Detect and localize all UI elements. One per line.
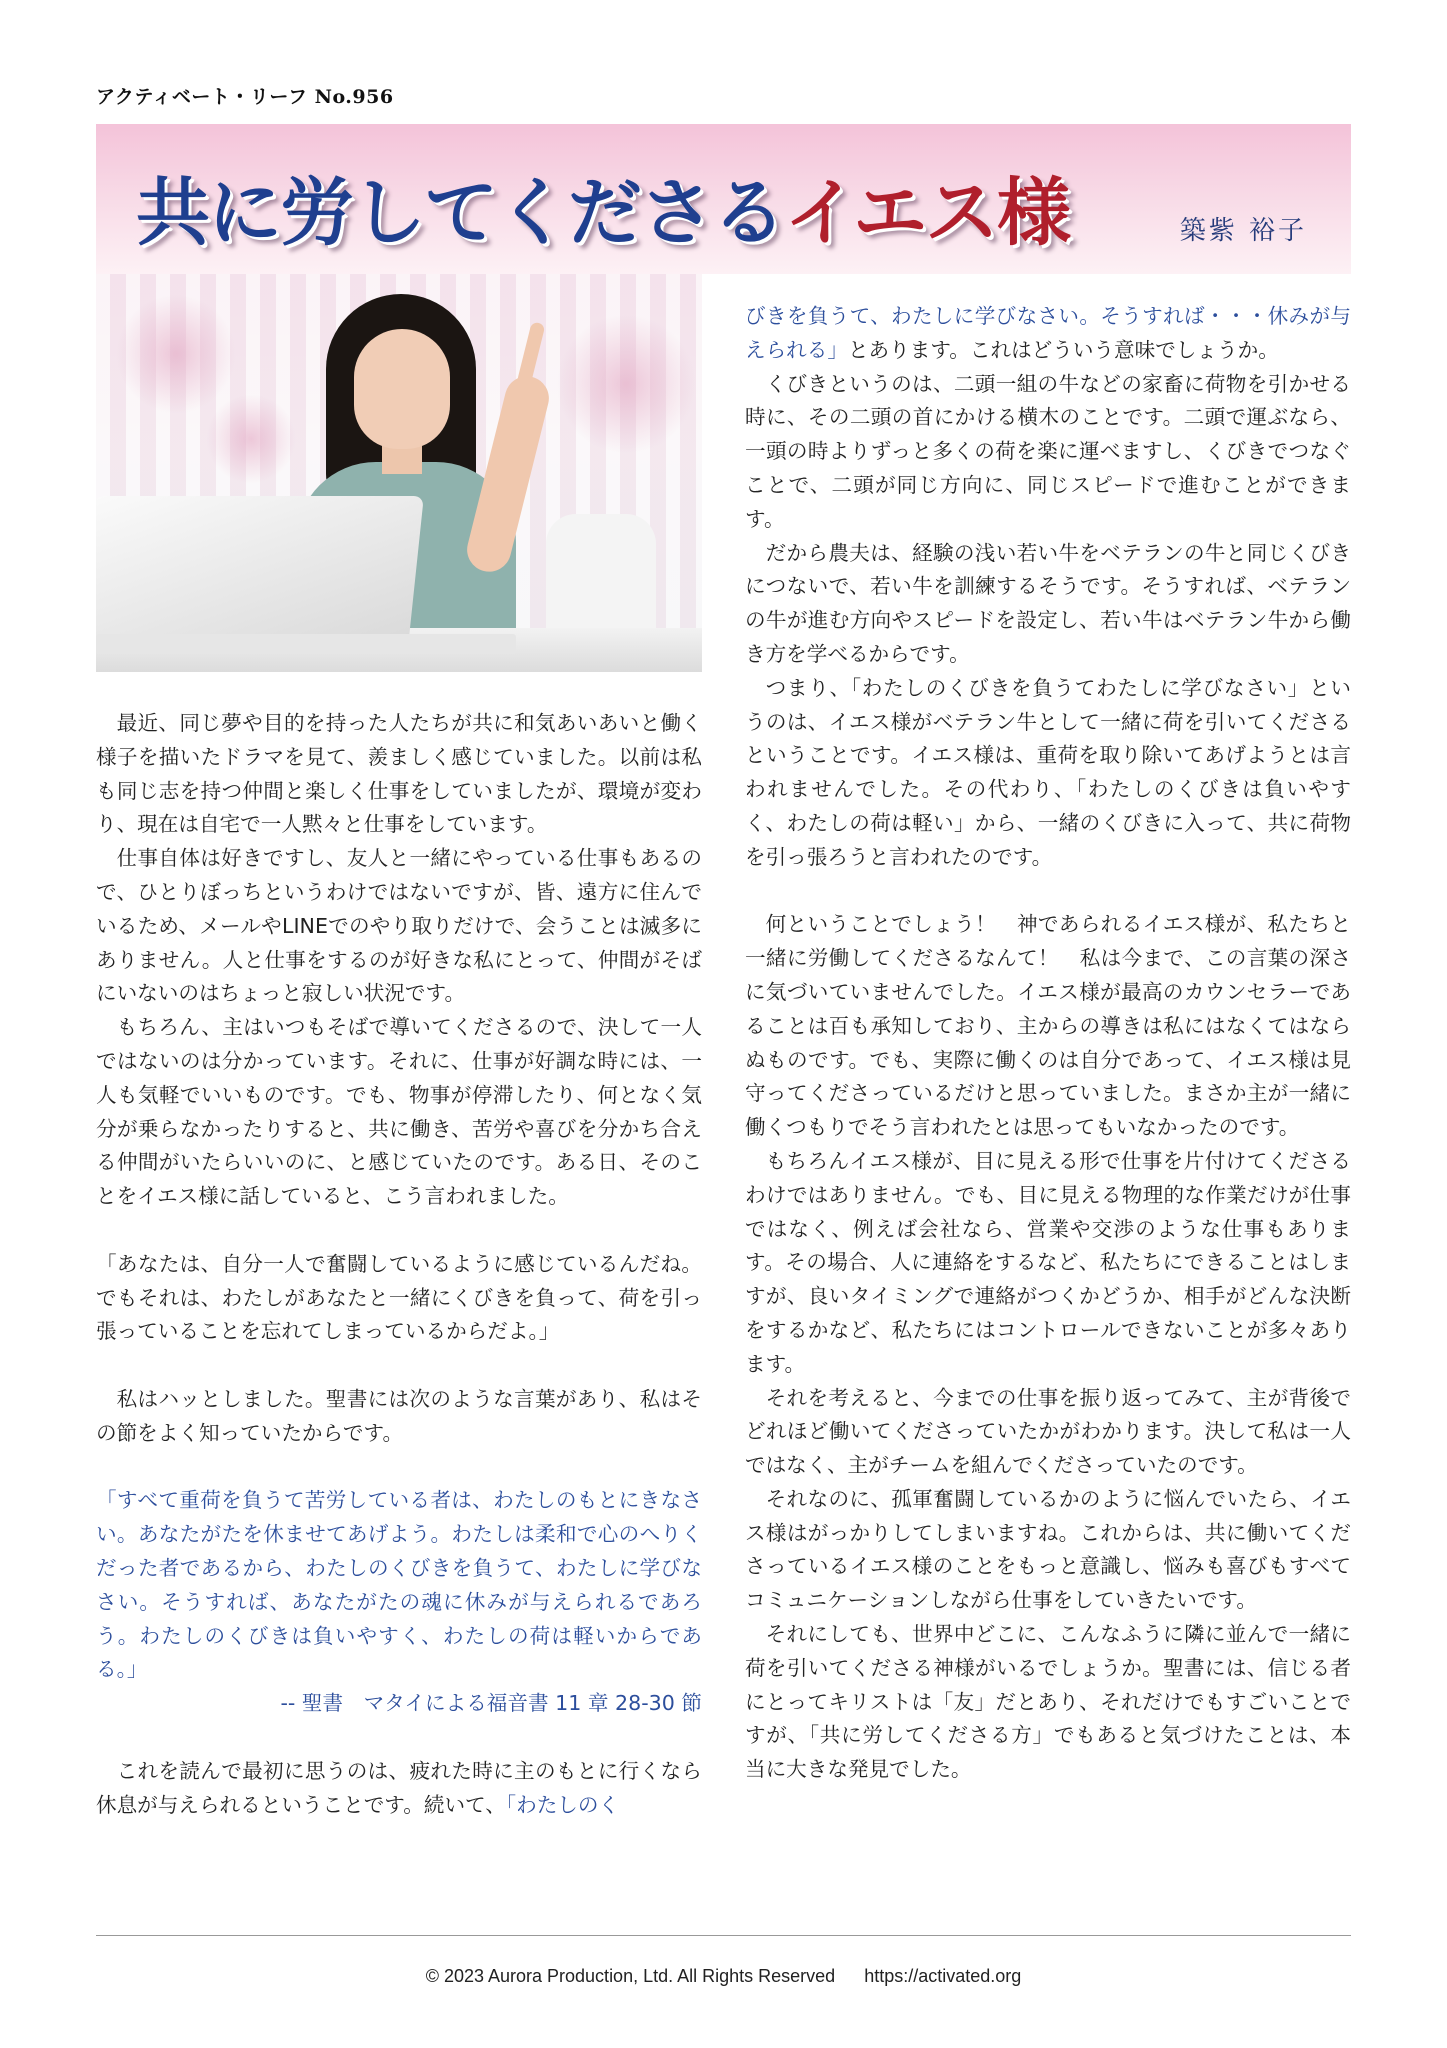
paragraph: 仕事自体は好きですし、友人と一緒にやっている仕事もあるので、ひとりぼっちというわけではないですが、皆、遠方に住んでいるため、メールやLINEでのやり取りだけで、会うことは滅多にありません。人と仕事をするのが好きな私にとって、仲間がそばにいないのはちょっと寂しい状況です。 (96, 846, 702, 1006)
article-column-left (96, 707, 702, 1822)
page-footer (0, 1966, 1447, 1987)
laptop-image (96, 496, 424, 646)
paragraph (745, 300, 1351, 368)
copyright-text: © 2023 Aurora Production, Ltd. All Rights Reserved (425, 1966, 836, 1986)
paragraph (96, 1755, 702, 1823)
paragraph-text: これを読んで最初に思うのは、疲れた時に主のもとに行くなら休息が与えられるということです。続いて、 (96, 1758, 702, 1817)
author-name: 築紫 裕子 (1179, 216, 1307, 246)
paragraph: 最近、同じ夢や目的を持った人たちが共に和気あいあいと働く様子を描いたドラマを見て、羨ましく感じていました。以前は私も同じ志を持つ仲間と楽しく仕事をしていましたが、環境が変わり、現在は自宅で一人黙々と仕事をしています。 (96, 711, 702, 837)
paragraph-text: とあります。これはどういう意味でしょうか。 (847, 337, 1279, 362)
scripture-citation: -- 聖書 マタイによる福音書 11 章 28-30 節 (280, 1691, 702, 1716)
article-title (136, 154, 1069, 260)
paragraph: もちろん、主はいつもそばで導いてくださるので、決して一人ではないのは分かっています。それに、仕事が好調な時には、一人も気軽でいいものです。でも、物事が停滞したり、何となく気分が乗らなかったりすると、共に働き、苦労や喜びを分かち合える仲間がいたらいいのに、と感じていたのです。ある日、そのことをイエス様に話していると、こう言われました。 (96, 1015, 702, 1209)
paragraph: つまり、「わたしのくびきを負うてわたしに学びなさい」というのは、イエス様がベテラン牛として一緒に荷を引いてくださるということです。イエス様は、重荷を取り除いてあげようとは言われませんでした。その代わり、「わたしのくびきは負いやすく、わたしの荷は軽い」から、一緒のくびきに入って、共に荷物を引っ張ろうと言われたのです。 (745, 675, 1351, 869)
scripture-inline: びきを負うて、わたしに学びなさい。そうすれば・・・休みが与えられる」 (745, 304, 1351, 362)
website-link[interactable]: https://activated.org (864, 1966, 1022, 1986)
article-title-accent: イエス様 (784, 170, 1070, 256)
paragraph: だから農夫は、経験の浅い若い牛をベテランの牛と同じくびきにつないで、若い牛を訓練するそうです。そうすれば、ベテランの牛が進む方向やスピードを設定し、若い牛はベテラン牛から働き方を学べるからです。 (745, 540, 1351, 666)
paragraph: 私はハッとしました。聖書には次のような言葉があり、私はその節をよく知っていたからです。 (96, 1386, 702, 1445)
paragraph: くびきというのは、二頭一組の牛などの家畜に荷物を引かせる時に、その二頭の首にかける横木のことです。二頭で運ぶなら、一頭の時よりずっと多くの荷を楽に運べますし、くびきでつなぐことで、二頭が同じ方向に、同じスピードで進むことができます。 (745, 371, 1351, 531)
scripture-inline: 「わたしのく (505, 1792, 620, 1817)
footer-divider (96, 1935, 1351, 1936)
paragraph: 何ということでしょう！ 神であられるイエス様が、私たちと一緒に労働してくださるなんて！ 私は今まで、この言葉の深さに気づいていませんでした。イエス様が最高のカウンセラーであることは百も承知しており、主からの導きは私にはなくてはならぬものです。でも、実際に働くのは自分であって、イエス様は見守ってくださっているだけと思っていました。まさか主が一緒に働くつもりでそう言われたとは思ってもいなかったのです。 (745, 912, 1351, 1140)
article-title-main: 共に労してくださる (136, 170, 784, 256)
article-column-right (745, 300, 1351, 1787)
paragraph: それにしても、世界中どこに、こんなふうに隣に並んで一緒に荷を引いてくださる神様がいるでしょうか。聖書には、信じる者にとってキリストは「友」だとあり、それだけでもすごいことですが、「共に労してくださる方」でもあると気づけたことは、本当に大きな発見でした。 (745, 1622, 1351, 1782)
title-banner (96, 124, 1351, 274)
paragraph: それを考えると、今までの仕事を振り返ってみて、主が背後でどれほど働いてくださっていたかがわかります。決して私は一人ではなく、主がチームを組んでくださっていたのです。 (745, 1385, 1351, 1478)
paragraph: それなのに、孤軍奮闘しているかのように悩んでいたら、イエス様はがっかりしてしまいますね。これからは、共に働いてくださっているイエス様のことをもっと意識し、悩みも喜びもすべてコミュニケーションしながら仕事をしていきたいです。 (745, 1486, 1351, 1613)
series-label: アクティベート・リーフ No.956 (96, 86, 394, 108)
article-photo (96, 274, 702, 672)
paragraph: もちろんイエス様が、目に見える形で仕事を片付けてくださるわけではありません。でも、目に見える物理的な作業だけが仕事ではなく、例えば会社なら、営業や交渉のような仕事もあります。その場合、人に連絡をするなど、私たちにできることはしますが、良いタイミングで連絡がつくかどうか、相手がどんな決断をするかなど、私たちにはコントロールできないことが多々あります。 (745, 1148, 1351, 1376)
scripture-quote: 「すべて重荷を負うて苦労している者は、わたしのもとにきなさい。あなたがたを休ませてあげよう。わたしは柔和で心のへりくだった者であるから、わたしのくびきを負うて、わたしに学びなさい。そうすれば、あなたがたの魂に休みが与えられるであろう。わたしのくびきは負いやすく、わたしの荷は軽いからである。」 (96, 1488, 702, 1682)
jesus-quote: 「あなたは、自分一人で奮闘しているように感じているんだね。でもそれは、わたしがあなたと一緒にくびきを負って、荷を引っ張っていることを忘れてしまっているからだよ。」 (96, 1251, 702, 1344)
